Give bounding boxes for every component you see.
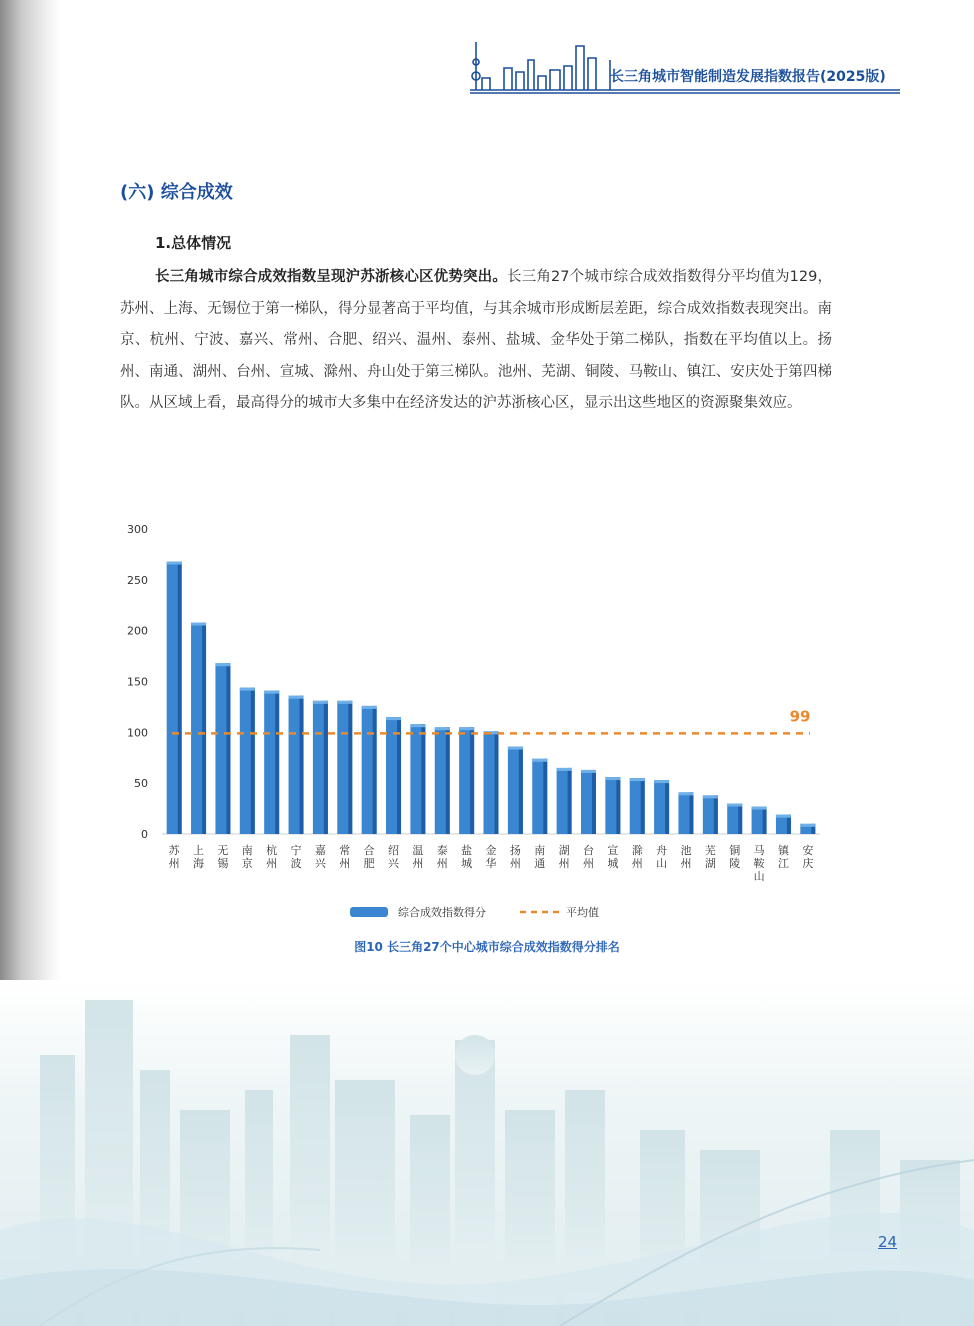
bar-side <box>714 795 718 834</box>
bar-top <box>435 727 450 730</box>
x-tick-label-char: 京 <box>241 857 253 870</box>
bar-top <box>215 663 230 666</box>
chart-svg <box>110 515 850 965</box>
x-tick-label-char: 南 <box>534 844 546 857</box>
x-tick-label-char: 兴 <box>314 857 326 870</box>
y-tick-label: 250 <box>127 573 148 587</box>
bar-side <box>543 759 547 834</box>
cityscape-background <box>0 980 974 1326</box>
x-tick-label-char: 芜 <box>704 844 716 857</box>
page-header <box>468 40 904 94</box>
x-tick-label-char: 金 <box>485 844 497 857</box>
bar-side <box>616 777 620 834</box>
bar-top <box>581 770 596 773</box>
bar-top <box>362 706 377 709</box>
bar-side <box>495 731 499 834</box>
x-tick-label-char: 无 <box>217 844 229 857</box>
body-paragraph <box>120 262 832 420</box>
x-tick-label-char: 南 <box>241 844 253 857</box>
x-tick-label-char: 合 <box>363 844 375 857</box>
x-tick-label-char: 华 <box>485 857 497 870</box>
bar-top <box>337 701 352 704</box>
x-tick-label-char: 州 <box>412 857 424 870</box>
average-label: 99 <box>789 707 811 726</box>
bar-top <box>508 747 523 750</box>
x-tick-label-char: 镇 <box>777 844 789 857</box>
bar-top <box>630 778 645 781</box>
bar-chart <box>110 515 850 965</box>
y-tick-label: 0 <box>141 828 148 841</box>
x-tick-label-char: 湖 <box>558 844 570 857</box>
sub-title: 1.总体情况 <box>155 234 232 252</box>
x-tick-label-char: 锡 <box>217 857 229 870</box>
bar-top <box>289 696 304 699</box>
legend-bar-label: 综合成效指数得分 <box>398 906 486 919</box>
report-title: 长三角城市智能制造发展指数报告(2025版) <box>610 69 886 85</box>
bar-side <box>251 688 255 834</box>
bar-side <box>275 691 279 834</box>
x-tick-label-char: 陵 <box>729 857 741 870</box>
bar-top <box>752 807 767 810</box>
bar-top <box>313 701 328 704</box>
x-tick-label-char: 州 <box>509 857 521 870</box>
x-tick-label-char: 州 <box>631 857 643 870</box>
bar-top <box>605 777 620 780</box>
x-tick-label-char: 铜 <box>729 844 741 857</box>
x-tick-label-char: 舟 <box>656 844 668 857</box>
y-tick-label: 300 <box>127 523 148 536</box>
bar-top <box>800 824 815 827</box>
x-tick-label-char: 泰 <box>436 844 448 857</box>
bar-side <box>300 696 304 834</box>
x-tick-label-char: 杭 <box>266 844 278 857</box>
bar-side <box>763 807 767 834</box>
bar-side <box>421 724 425 834</box>
bar-top <box>776 815 791 818</box>
x-tick-label-char: 州 <box>168 857 180 870</box>
bar-top <box>727 804 742 807</box>
x-tick-label-char: 州 <box>266 857 278 870</box>
x-tick-label-char: 池 <box>680 844 692 857</box>
bar-side <box>519 747 523 834</box>
x-tick-label-char: 湖 <box>704 857 716 870</box>
x-tick-label-char: 州 <box>339 857 351 870</box>
x-tick-label-char: 上 <box>193 844 205 857</box>
bar-top <box>678 792 693 795</box>
bar-top <box>557 768 572 771</box>
x-tick-label-char: 滁 <box>631 844 643 857</box>
x-tick-label-char: 山 <box>656 857 668 870</box>
bar-side <box>592 770 596 834</box>
x-tick-label-char: 绍 <box>388 844 400 857</box>
bar-top <box>703 795 718 798</box>
x-tick-label-char: 嘉 <box>314 844 326 857</box>
x-tick-label-char: 兴 <box>388 857 400 870</box>
x-tick-label-char: 波 <box>290 857 302 870</box>
bar-side <box>324 701 328 834</box>
bar-top <box>191 623 206 626</box>
page-number: 24 <box>878 1233 898 1251</box>
x-tick-label-char: 温 <box>412 844 424 857</box>
x-tick-label-char: 庆 <box>802 857 814 870</box>
paragraph-lead: 长三角城市综合成效指数呈现沪苏浙核心区优势突出。 <box>155 269 508 285</box>
y-tick-label: 50 <box>134 777 148 791</box>
x-tick-label-char: 常 <box>339 844 351 857</box>
bar-side <box>446 727 450 834</box>
bar-side <box>568 768 572 834</box>
x-tick-label-char: 州 <box>436 857 448 870</box>
x-tick-label-char: 宣 <box>607 844 619 857</box>
bar-side <box>202 623 206 834</box>
y-tick-label: 150 <box>127 675 148 689</box>
bar-side <box>226 663 230 834</box>
x-tick-label-char: 台 <box>582 844 594 857</box>
bar-side <box>470 727 474 834</box>
bar-side <box>178 562 182 834</box>
bar-top <box>167 562 182 565</box>
section-title: (六) 综合成效 <box>120 182 233 203</box>
bar-side <box>397 717 401 834</box>
bar-top <box>386 717 401 720</box>
x-tick-label-char: 扬 <box>509 844 521 857</box>
x-tick-label-char: 州 <box>582 857 594 870</box>
bar-side <box>348 701 352 834</box>
bar-top <box>459 727 474 730</box>
x-tick-label-char: 州 <box>558 857 570 870</box>
x-tick-label-char: 马 <box>753 844 765 857</box>
x-tick-label-char: 山 <box>753 870 765 883</box>
legend-bar-swatch <box>350 907 388 917</box>
x-tick-label-char: 通 <box>534 857 546 870</box>
x-tick-label-char: 鞍 <box>753 857 765 870</box>
bar-side <box>373 706 377 834</box>
x-tick-label-char: 安 <box>802 844 814 857</box>
x-tick-label-char: 江 <box>777 857 789 870</box>
paragraph-body: 长三角27个城市综合成效指数得分平均值为129，苏州、上海、无锡位于第一梯队，得分显著高于平均值，与其余城市形成断层差距，综合成效指数表现突出。南京、杭州、宁波、嘉兴、常州、合肥、绍兴、温州、泰州、盐城、金华处于第二梯队，指数在平均值以上。扬州、南通、湖州、台州、宣城、滁州、舟山处于第三梯队。池州、芜湖、铜陵、马鞍山、镇江、安庆处于第四梯队。从区域上看，最高得分的城市大多集中在经济发达的沪苏浙核心区，显示出这些地区的资源聚集效应。 <box>120 269 833 412</box>
bar-side <box>641 778 645 834</box>
x-tick-label-char: 宁 <box>290 844 302 857</box>
bar-side <box>738 804 742 835</box>
bar-top <box>264 691 279 694</box>
cityscape-illustration <box>0 980 974 1326</box>
y-tick-label: 100 <box>127 726 148 740</box>
x-tick-label-char: 苏 <box>168 844 180 857</box>
bar-top <box>240 688 255 691</box>
legend-average-label: 平均值 <box>566 906 599 919</box>
x-tick-label-char: 海 <box>193 857 205 870</box>
x-tick-label-char: 肥 <box>363 857 375 870</box>
bar-top <box>654 780 669 783</box>
bar-side <box>665 780 669 834</box>
x-tick-label-char: 盐 <box>461 844 473 857</box>
x-tick-label-char: 城 <box>607 857 619 870</box>
x-tick-label-char: 州 <box>680 857 692 870</box>
bar-top <box>532 759 547 762</box>
figure-caption: 图10 长三角27个中心城市综合成效指数得分排名 <box>354 940 620 954</box>
bar-top <box>410 724 425 727</box>
x-tick-label-char: 城 <box>461 857 473 870</box>
bar-side <box>689 792 693 834</box>
y-tick-label: 200 <box>127 624 148 638</box>
